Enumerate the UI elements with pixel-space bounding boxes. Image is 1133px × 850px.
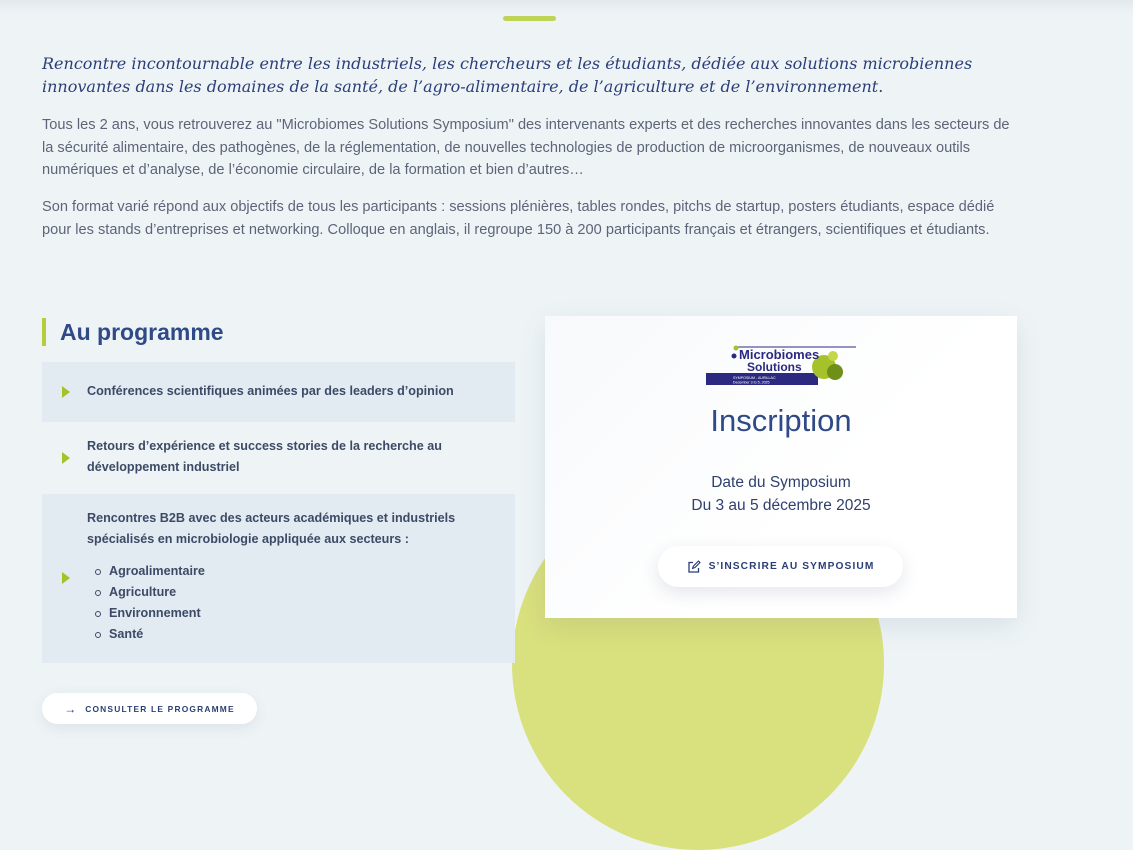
register-button[interactable] xyxy=(658,546,903,587)
svg-text:Microbiomes: Microbiomes xyxy=(739,347,820,362)
program-item-feedback[interactable] xyxy=(42,426,515,490)
date-value: Du 3 au 5 décembre 2025 xyxy=(691,497,871,514)
intro-text: Rencontre incontournable entre les industriels, les chercheurs et les étudiants, dédiée aux solutions microbiennes innovantes dans les domaines de la santé, de l’agro-alimentaire, de l’agriculture et de l’environnement. xyxy=(42,54,973,96)
svg-text:December 3 to 5, 2025: December 3 to 5, 2025 xyxy=(733,380,770,385)
registration-title: Inscription xyxy=(710,403,852,438)
svg-text:Solutions: Solutions xyxy=(747,360,802,374)
sector-item: Agriculture xyxy=(95,582,507,603)
program-item-label: Retours d’expérience et success stories de la recherche au développement industriel xyxy=(87,439,442,474)
program-item-conferences[interactable] xyxy=(42,362,515,422)
program-item-label: Conférences scientifiques animées par des leaders d’opinion xyxy=(87,384,454,398)
description-paragraph-1: Tous les 2 ans, vous retrouverez au "Microbiomes Solutions Symposium" des intervenants experts et des recherches innovantes dans les secteurs de la sécurité alimentaire, des pathogènes, de la réglementation, de nouvelles technologies de production de microorganismes, de nouveaux outils numériques et d’analyse, de l’économie circulaire, de la formation et bien d’autres… xyxy=(42,117,1010,178)
arrow-right-icon: → xyxy=(64,701,77,716)
top-shadow xyxy=(0,0,1133,14)
program-item-label: Rencontres B2B avec des acteurs académiques et industriels spécialisés en microbiologie appliquée aux secteurs : xyxy=(87,511,456,546)
symposium-date xyxy=(545,471,1017,517)
sector-item: Santé xyxy=(95,624,507,645)
register-button-label: S’INSCRIRE AU SYMPOSIUM xyxy=(708,561,875,572)
sector-list xyxy=(87,561,507,645)
sector-item: Environnement xyxy=(95,603,507,624)
description-paragraph-2: Son format varié répond aux objectifs de tous les participants : sessions plénières, tables rondes, pitchs de startup, posters étudiants, espace dédié pour les stands d’entreprises et networking. Colloque en anglais, il regroupe 150 à 200 participants français et étrangers, scientifiques et étudiants. xyxy=(42,199,995,238)
caret-right-icon xyxy=(62,452,70,464)
svg-text:SYMPOSIUM - AURILLAC: SYMPOSIUM - AURILLAC xyxy=(733,376,776,380)
program-title: Au programme xyxy=(42,318,224,346)
program-item-b2b[interactable] xyxy=(42,494,515,663)
date-label: Date du Symposium xyxy=(711,474,851,491)
caret-right-icon xyxy=(62,386,70,398)
registration-card xyxy=(545,316,1017,618)
view-program-label: CONSULTER LE PROGRAMME xyxy=(85,703,235,714)
symposium-logo xyxy=(706,345,856,387)
decorative-underline xyxy=(503,16,556,21)
sector-item: Agroalimentaire xyxy=(95,561,507,582)
caret-right-icon xyxy=(62,572,70,584)
edit-icon xyxy=(687,560,701,574)
view-program-button[interactable] xyxy=(42,693,257,724)
